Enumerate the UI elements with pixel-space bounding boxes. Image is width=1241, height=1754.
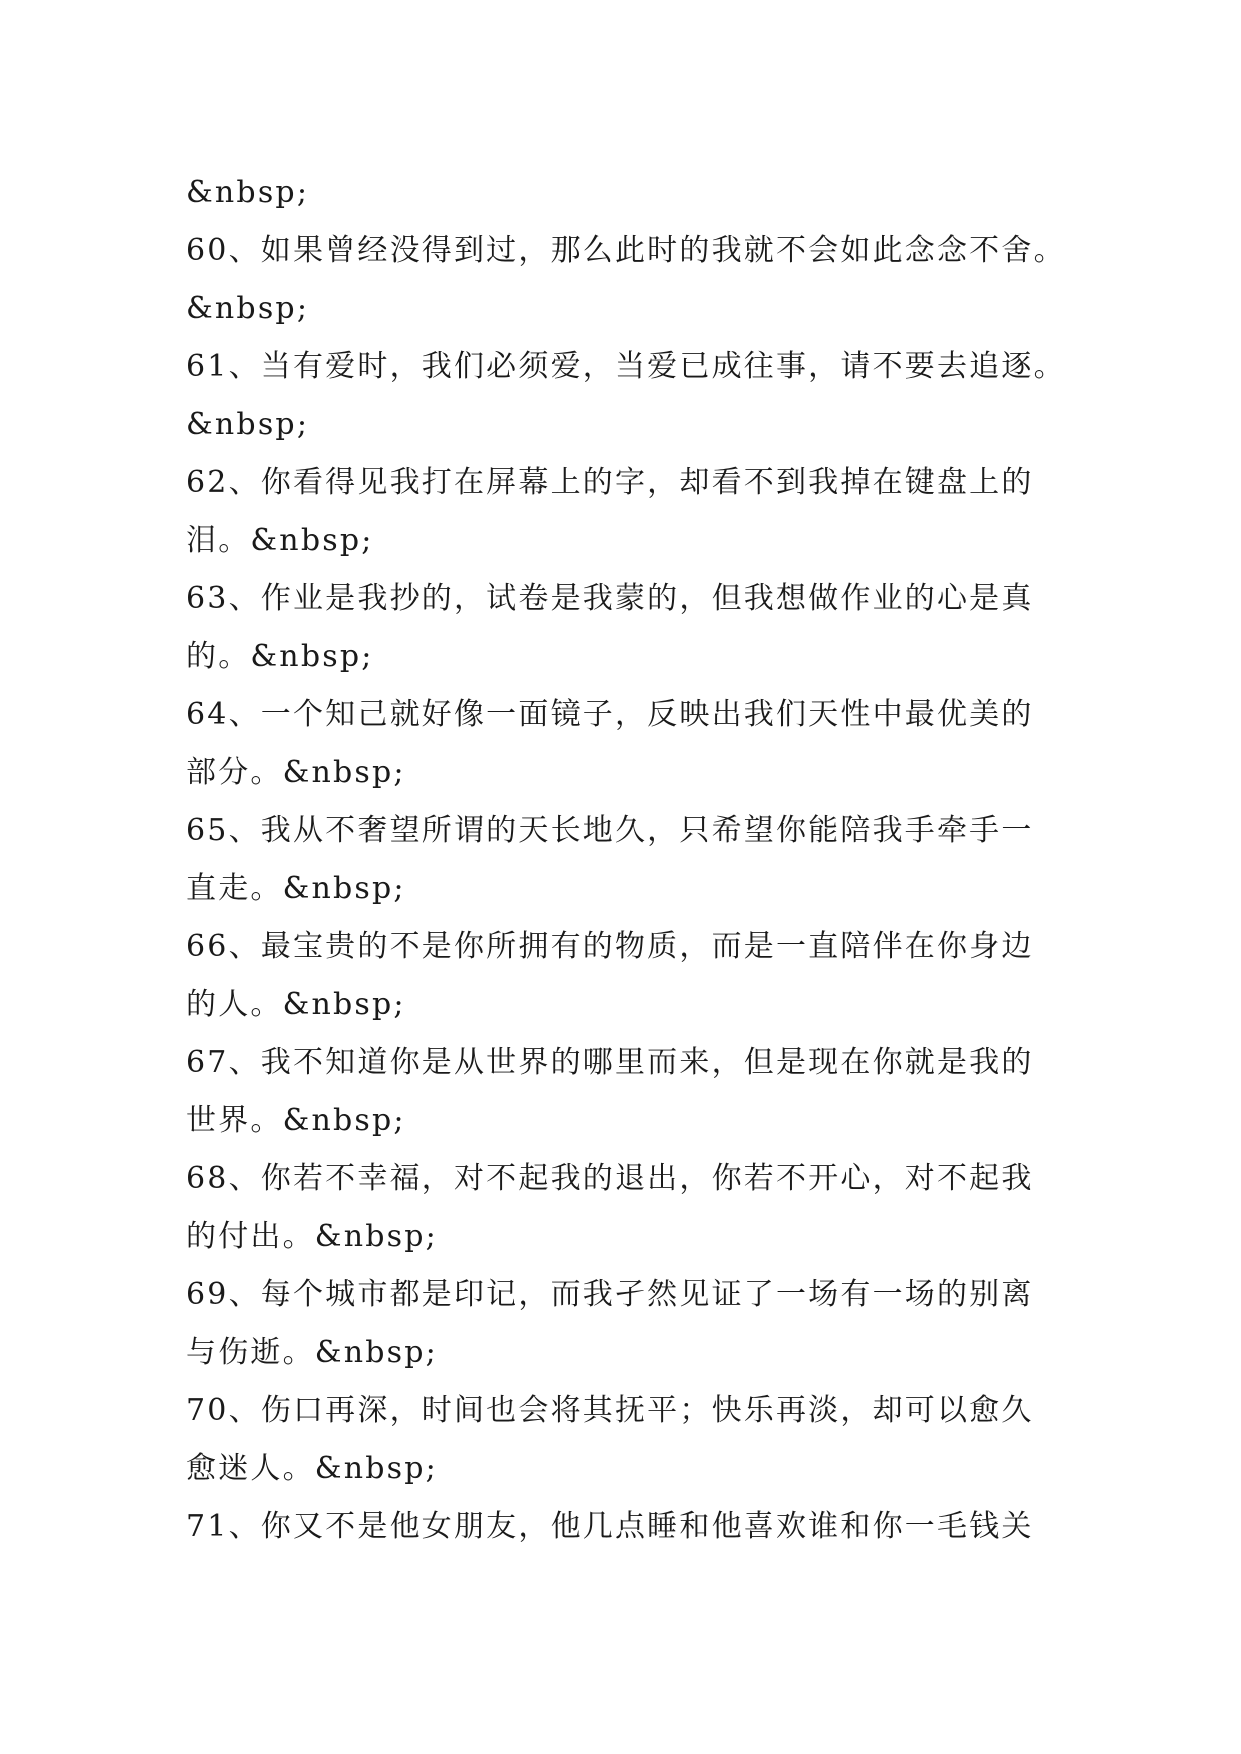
text-line: 71、你又不是他女朋友，他几点睡和他喜欢谁和你一毛钱关	[186, 1509, 1034, 1544]
text-line: 64、一个知己就好像一面镜子，反映出我们天性中最优美的	[186, 697, 1034, 732]
text-line: 泪。&nbsp;	[186, 523, 374, 558]
text-line: 70、伤口再深，时间也会将其抚平；快乐再淡，却可以愈久	[186, 1393, 1034, 1428]
text-line: 的人。&nbsp;	[186, 987, 406, 1022]
text-line: 60、如果曾经没得到过，那么此时的我就不会如此念念不舍。	[186, 233, 1066, 268]
text-line: 68、你若不幸福，对不起我的退出，你若不开心，对不起我	[186, 1161, 1034, 1196]
text-line: 的。&nbsp;	[186, 639, 374, 674]
text-line: 61、当有爱时，我们必须爱，当爱已成往事，请不要去追逐。	[186, 349, 1066, 384]
text-line: &nbsp;	[186, 407, 310, 442]
text-line: 66、最宝贵的不是你所拥有的物质，而是一直陪伴在你身边	[186, 929, 1034, 964]
text-line: &nbsp;	[186, 291, 310, 326]
text-line: 63、作业是我抄的，试卷是我蒙的，但我想做作业的心是真	[186, 581, 1034, 616]
text-line: 67、我不知道你是从世界的哪里而来，但是现在你就是我的	[186, 1045, 1034, 1080]
text-line: 直走。&nbsp;	[186, 871, 406, 906]
text-line: 与伤逝。&nbsp;	[186, 1335, 438, 1370]
text-line: 62、你看得见我打在屏幕上的字，却看不到我掉在键盘上的	[186, 465, 1034, 500]
text-line: 的付出。&nbsp;	[186, 1219, 438, 1254]
text-line: 部分。&nbsp;	[186, 755, 406, 790]
text-line: 愈迷人。&nbsp;	[186, 1451, 438, 1486]
text-line: 65、我从不奢望所谓的天长地久，只希望你能陪我手牵手一	[186, 813, 1034, 848]
text-line: 69、每个城市都是印记，而我孑然见证了一场有一场的别离	[186, 1277, 1034, 1312]
text-line: &nbsp;	[186, 175, 310, 210]
text-line: 世界。&nbsp;	[186, 1103, 406, 1138]
document-body	[186, 164, 1066, 1556]
